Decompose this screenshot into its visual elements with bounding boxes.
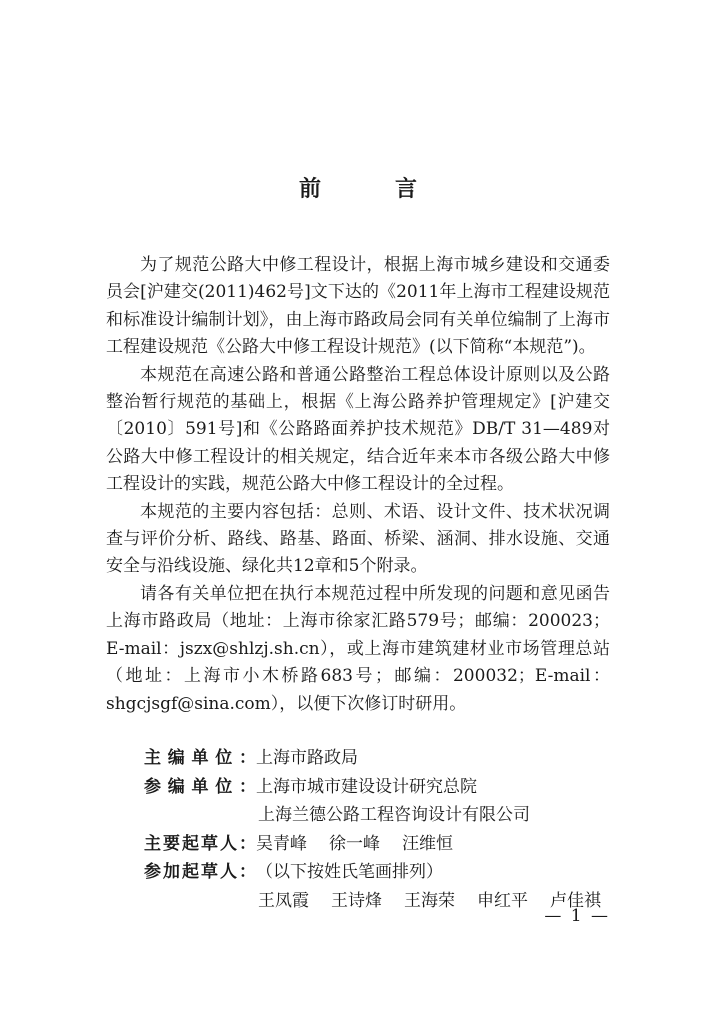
- label-char: 起: [182, 862, 199, 883]
- participating-units-label: [144, 773, 256, 802]
- participating-drafter-name: 王海荣: [404, 890, 455, 911]
- credits-block: [144, 744, 614, 916]
- paragraph-purpose: 为了规范公路大中修工程设计，根据上海市城乡建设和交通委员会[沪建交(2011)462号]文下达的《2011年上海市工程建设规范和标准设计编制计划》，由上海市路政局会同有关单位编制了上海市工程建设规范《公路大中修工程设计规范》(以下简称“本规范”)。: [106, 255, 610, 358]
- label-char: ：: [239, 748, 256, 768]
- label-char: ：: [239, 833, 256, 854]
- label-char: 人: [220, 862, 237, 883]
- chief-drafters-names: [256, 830, 614, 859]
- label-char: 加: [163, 862, 180, 883]
- chief-drafter-name: 徐一峰: [329, 833, 380, 854]
- page-number: — 1 —: [544, 906, 610, 926]
- participating-units-row: [144, 773, 614, 802]
- paragraph-contents: 本规范的主要内容包括：总则、术语、设计文件、技术状况调查与评价分析、路线、路基、路面、桥梁、涵洞、排水设施、交通安全与沿线设施、绿化共12章和5个附录。: [106, 501, 610, 577]
- label-char: 编: [167, 776, 185, 797]
- preface-body: [106, 252, 610, 718]
- chief-unit-value: 上海市路政局: [256, 748, 358, 768]
- chief-drafters-label: [144, 830, 256, 859]
- participating-drafter-name: 王诗烽: [331, 890, 382, 911]
- participating-unit-2: 上海兰德公路工程咨询设计有限公司: [258, 805, 530, 826]
- participating-units-row-2: [144, 801, 614, 830]
- label-char: 参: [144, 776, 161, 797]
- chief-drafters-row: [144, 830, 614, 859]
- participating-drafters-note: （以下按姓氏笔画排列）: [256, 862, 443, 883]
- label-char: ：: [239, 862, 256, 883]
- paragraph-feedback: 请各有关单位把在执行本规范过程中所发现的问题和意见函告上海市路政局（地址：上海市徐家汇路579号；邮编：200023；E-mail：jszx@shlzj.sh.cn），或上海市建筑建材业市场管理总站（地址：上海市小木桥路683号；邮编：200032；E-mail：shgcjsgf@sina.com），以便下次修订时研用。: [106, 583, 610, 714]
- participating-drafter-name: 王凤霞: [258, 890, 309, 911]
- participating-unit-1: 上海市城市建设设计研究总院: [256, 776, 477, 797]
- label-char: 草: [201, 833, 218, 854]
- label-char: 位: [215, 748, 233, 768]
- chief-drafter-name: 汪维恒: [402, 833, 453, 854]
- label-char: 人: [220, 833, 237, 854]
- label-char: 起: [182, 833, 199, 854]
- participating-drafter-name: 申红平: [477, 890, 528, 911]
- label-char: 要: [163, 833, 180, 854]
- label-char: 编: [167, 748, 185, 768]
- label-char: 单: [191, 748, 209, 768]
- page-title: 前 言: [298, 177, 443, 202]
- label-char: 参: [144, 862, 161, 883]
- label-char: 位: [215, 776, 233, 797]
- paragraph-basis: 本规范在高速公路和普通公路整治工程总体设计原则以及公路整治暂行规范的基础上，根据《上海公路养护管理规定》[沪建交〔2010〕591号]和《公路路面养护技术规范》DB/T 31—489对公路大中修工程设计的相关规定，结合近年来本市各级公路大中修工程设计的实践，规范公路大中修工程设计的全过程。: [106, 364, 610, 495]
- label-char: 单: [191, 776, 209, 797]
- participating-drafters-row: [144, 858, 614, 887]
- chief-drafter-name: 吴青峰: [256, 833, 307, 854]
- label-char: 主: [144, 833, 161, 854]
- label-char: ：: [239, 776, 256, 797]
- label-char: 主: [144, 748, 161, 768]
- chief-unit-row: [144, 744, 614, 773]
- participating-drafters-label: [144, 858, 256, 887]
- chief-unit-label: [144, 744, 256, 773]
- label-char: 草: [201, 862, 218, 883]
- participating-drafter-name: 卢佳祺: [550, 890, 601, 911]
